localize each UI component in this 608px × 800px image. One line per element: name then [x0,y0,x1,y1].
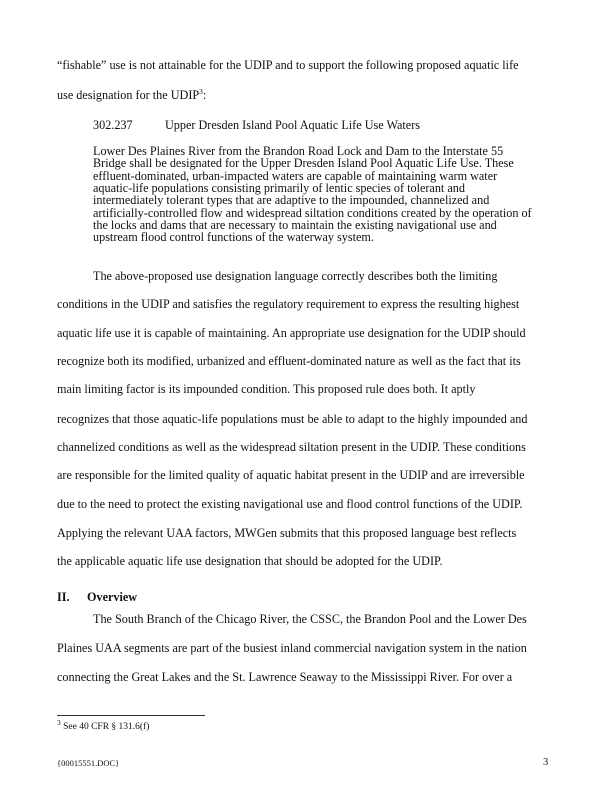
body-text-line [57,87,547,103]
section-title: Overview [87,590,138,604]
body-text-line: main limiting factor is its impounded condition. This proposed rule does both. It aptly [57,382,476,396]
body-text-line: The above-proposed use designation language correctly describes both the limiting [93,269,498,283]
body-text-line: The South Branch of the Chicago River, the CSSC, the Brandon Pool and the Lower Des [93,612,527,626]
body-text-line: recognizes that those aquatic-life populations must be able to adapt to the highly impounded and [57,412,528,426]
rule-text-line: upstream flood control functions of the waterway system. [93,230,374,245]
body-text-line: Applying the relevant UAA factors, MWGen submits that this proposed language best reflects [57,526,517,540]
body-text-span: : [202,88,207,102]
footnote-separator [57,715,205,716]
rule-text-line: aquatic-life populations consisting primarily of lentic species of tolerant and [93,180,465,195]
body-text-line: the applicable aquatic life use designation that should be adopted for the UDIP. [57,554,443,568]
document-id: {00015551.DOC} [57,758,120,768]
rule-text-line: artificially-controlled flow and widespread siltation conditions created by the operation of [93,205,532,220]
body-text-line: Plaines UAA segments are part of the busiest inland commercial navigation system in the nation [57,641,527,655]
body-text-line: due to the need to protect the existing navigational use and flood control functions of the UDIP. [57,497,523,511]
body-text-line: are responsible for the limited quality of aquatic habitat present in the UDIP and are irreversible [57,468,525,482]
rule-text-line: intermediately tolerant types that are adaptive to the impounded, channelized and [93,193,490,208]
body-text-line: channelized conditions as well as the widespread siltation present in the UDIP. These conditions [57,440,526,454]
proposed-rule-heading [93,117,420,133]
body-text-line: recognize both its modified, urbanized and effluent-dominated nature as well as the fact that its [57,354,521,368]
rule-text-line: the locks and dams that are necessary to maintain the existing navigational use and [93,217,497,232]
footnote [57,717,150,733]
body-text-span: use designation for the UDIP [57,88,200,102]
footnote-text: See 40 CFR § 131.6(f) [60,722,150,732]
footnote-ref: 3 [199,86,203,96]
body-text-line: “fishable” use is not attainable for the UDIP and to support the following proposed aquatic life [57,58,519,72]
rule-text-line: Bridge shall be designated for the Upper Dresden Island Pool Aquatic Life Use. These [93,156,514,171]
body-text-line: conditions in the UDIP and satisfies the regulatory requirement to express the resulting highest [57,297,520,311]
rule-text-line: effluent-dominated, urban-impacted waters are capable of maintaining warm water [93,168,498,183]
body-text-line: connecting the Great Lakes and the St. Lawrence Seaway to the Mississippi River. For over a [57,670,513,684]
section-number: II. [57,590,70,604]
section-heading [57,589,137,605]
page-number: 3 [543,757,549,768]
rule-number: 302.237 [93,118,133,132]
rule-title: Upper Dresden Island Pool Aquatic Life Use Waters [165,118,421,132]
footnote-marker: 3 [57,717,61,727]
rule-text-line: Lower Des Plaines River from the Brandon Road Lock and Dam to the Interstate 55 [93,144,504,158]
body-text-line: aquatic life use it is capable of maintaining. An appropriate use designation for the UDIP should [57,326,526,340]
